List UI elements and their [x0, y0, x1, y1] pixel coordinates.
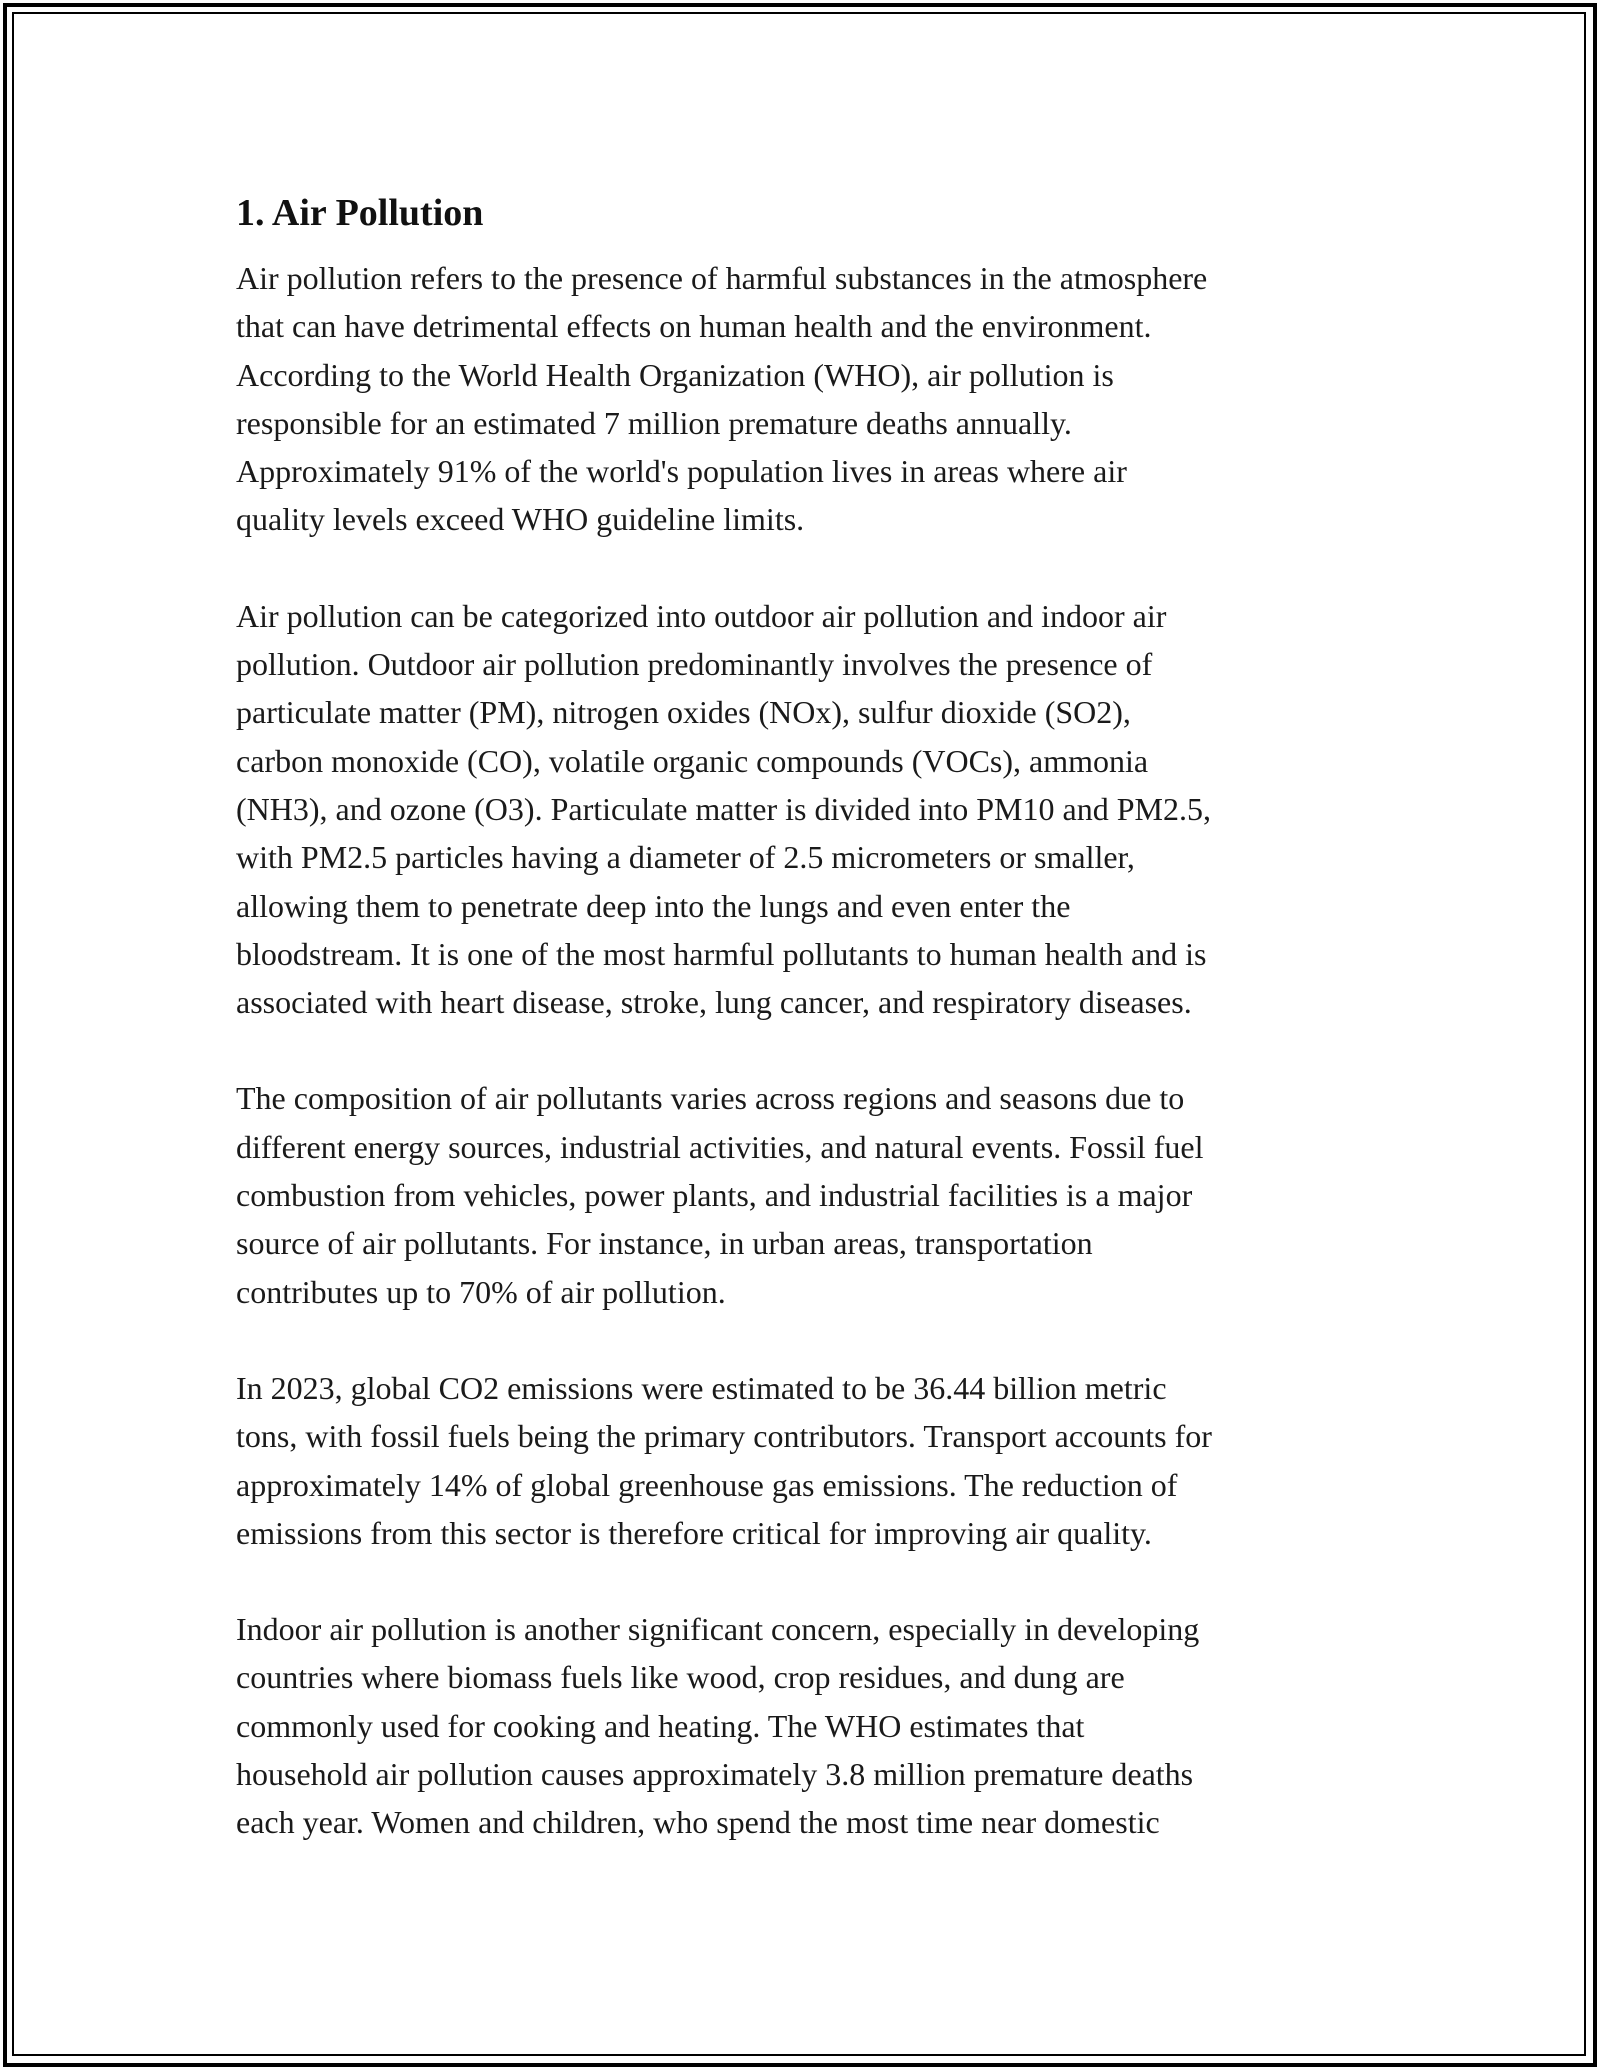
text-line: In 2023, global CO2 emissions were estimated to be 36.44 billion metric: [236, 1369, 1167, 1406]
text-line: responsible for an estimated 7 million premature deaths annually.: [236, 404, 1072, 441]
text-line: According to the World Health Organization (WHO), air pollution is: [236, 356, 1114, 393]
text-line: Approximately 91% of the world's population lives in areas where air: [236, 453, 1127, 490]
text-line: associated with heart disease, stroke, lung cancer, and respiratory diseases.: [236, 984, 1192, 1021]
text-line: that can have detrimental effects on human health and the environment.: [236, 308, 1152, 345]
text-line: countries where biomass fuels like wood, crop residues, and dung are: [236, 1659, 1125, 1696]
text-line: different energy sources, industrial activities, and natural events. Fossil fuel: [236, 1128, 1204, 1165]
paragraph-emissions: [236, 1364, 1366, 1557]
text-line: tons, with fossil fuels being the primary contributors. Transport accounts for: [236, 1418, 1212, 1455]
text-line: Air pollution refers to the presence of harmful substances in the atmosphere: [236, 260, 1208, 296]
text-line: particulate matter (PM), nitrogen oxides (NOx), sulfur dioxide (SO2),: [236, 694, 1131, 731]
text-line: commonly used for cooking and heating. The WHO estimates that: [236, 1707, 1085, 1744]
paragraph-overview: [236, 254, 1366, 544]
text-line: (NH3), and ozone (O3). Particulate matter is divided into PM10 and PM2.5,: [236, 790, 1211, 827]
text-line: combustion from vehicles, power plants, and industrial facilities is a major: [236, 1177, 1193, 1214]
text-line: emissions from this sector is therefore critical for improving air quality.: [236, 1514, 1152, 1551]
text-line: quality levels exceed WHO guideline limits.: [236, 501, 805, 538]
text-line: Indoor air pollution is another significant concern, especially in developing: [236, 1611, 1200, 1648]
text-line: with PM2.5 particles having a diameter of 2.5 micrometers or smaller,: [236, 839, 1135, 876]
text-line: Air pollution can be categorized into outdoor air pollution and indoor air: [236, 597, 1167, 634]
text-line: carbon monoxide (CO), volatile organic compounds (VOCs), ammonia: [236, 742, 1149, 779]
paragraph-composition: [236, 1074, 1366, 1315]
document-body: [236, 182, 1366, 1895]
text-line: each year. Women and children, who spend the most time near domestic: [236, 1804, 1160, 1841]
text-line: source of air pollutants. For instance, in urban areas, transportation: [236, 1225, 1093, 1262]
paragraph-indoor: [236, 1605, 1366, 1846]
text-line: approximately 14% of global greenhouse gas emissions. The reduction of: [236, 1466, 1178, 1503]
text-line: household air pollution causes approximately 3.8 million premature deaths: [236, 1756, 1194, 1793]
text-line: The composition of air pollutants varies across regions and seasons due to: [236, 1080, 1185, 1117]
text-line: allowing them to penetrate deep into the lungs and even enter the: [236, 887, 1071, 924]
text-line: pollution. Outdoor air pollution predominantly involves the presence of: [236, 646, 1153, 683]
text-line: bloodstream. It is one of the most harmful pollutants to human health and is: [236, 935, 1207, 972]
section-title: 1. Air Pollution: [236, 192, 484, 234]
paragraph-categories: [236, 592, 1366, 1027]
text-line: contributes up to 70% of air pollution.: [236, 1273, 726, 1310]
